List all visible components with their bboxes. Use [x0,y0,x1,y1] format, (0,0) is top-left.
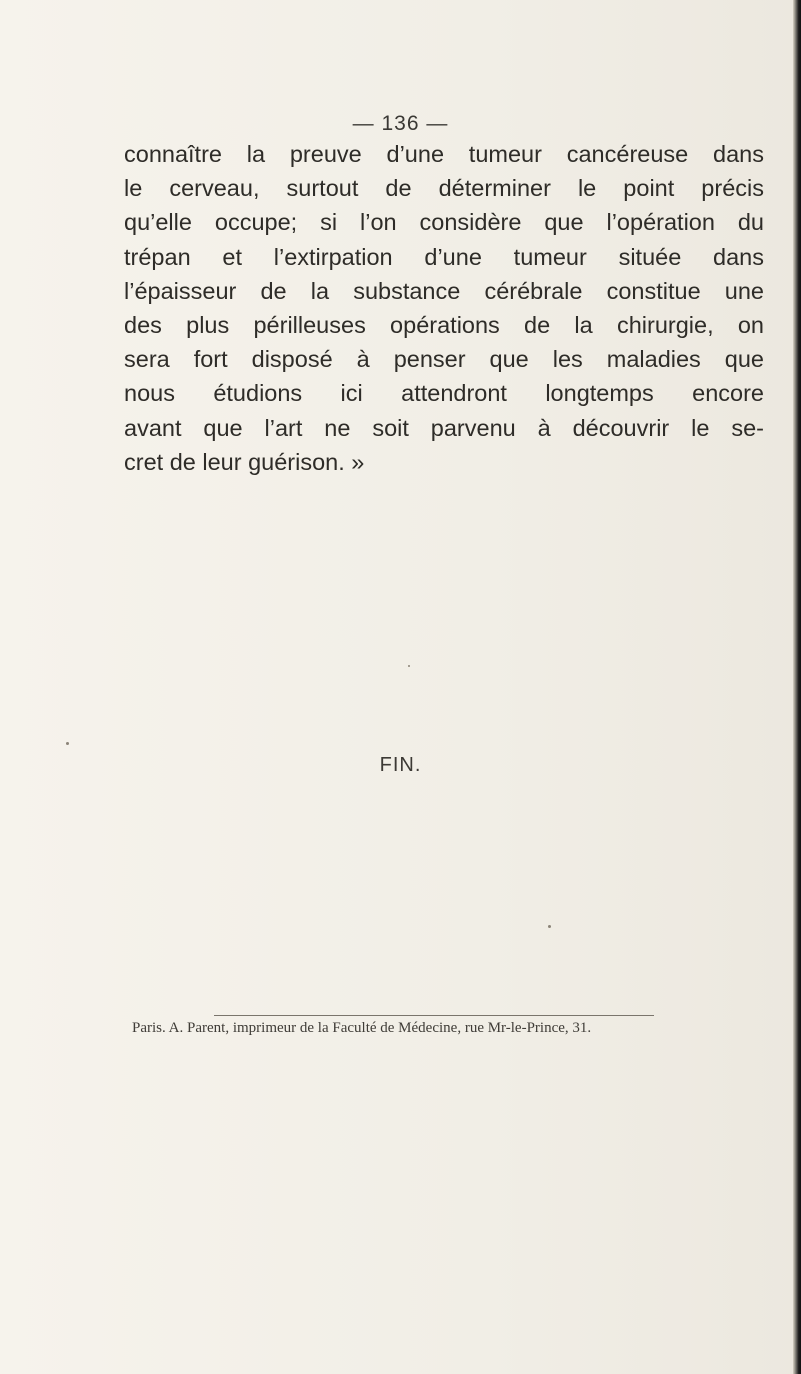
text-line: connaître la preuve d’une tumeur cancéreuse dans [124,141,764,167]
body-paragraph [124,137,764,479]
paper-speck [408,665,410,667]
text-line: cret de leur guérison. » [124,448,365,475]
text-line: trépan et l’extirpation d’une tumeur située dans [124,243,764,270]
page-edge-shadow [793,0,801,1374]
text-line: l’épaisseur de la substance cérébrale constitue une [124,277,764,304]
paper-speck [66,742,69,745]
printer-imprint: Paris. A. Parent, imprimeur de la Faculté de Médecine, rue Mr-le-Prince, 31. [132,1020,592,1036]
end-mark: FIN. [379,754,422,776]
text-line: des plus périlleuses opérations de la chirurgie, on [124,312,764,339]
page-number: — 136 — [352,112,449,135]
text-line: nous étudions ici attendront longtemps encore [124,380,764,407]
footer-rule [214,1015,654,1016]
text-line: avant que l’art ne soit parvenu à découvrir le se- [124,414,764,441]
text-line: sera fort disposé à penser que les maladies que [124,346,764,373]
text-line: le cerveau, surtout de déterminer le point précis [124,175,764,202]
text-line: qu’elle occupe; si l’on considère que l’opération du [124,209,764,236]
paper-speck [548,925,551,928]
